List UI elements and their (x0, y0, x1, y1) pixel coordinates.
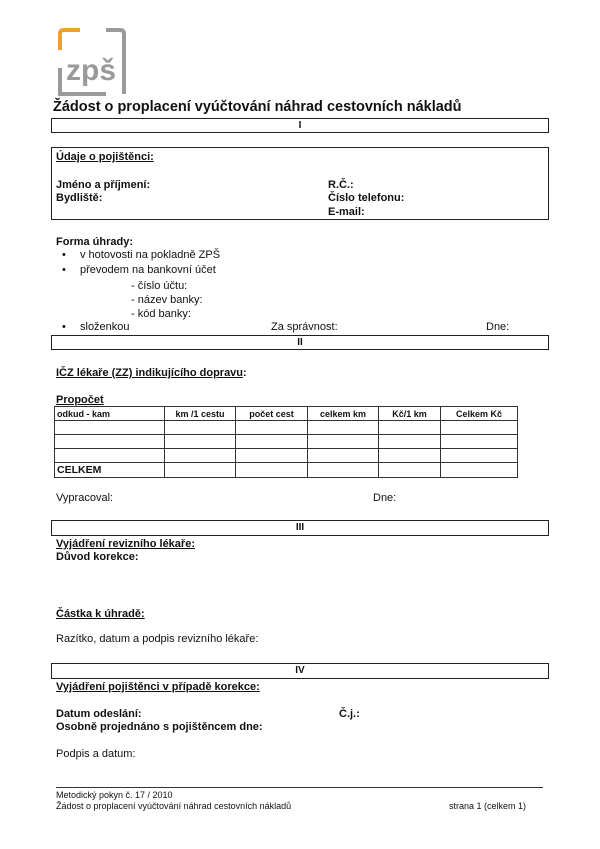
table-cell[interactable] (55, 421, 165, 435)
correction-reason-label: Důvod korekce: (56, 551, 139, 563)
table-cell[interactable] (441, 435, 518, 449)
table-cell[interactable] (308, 421, 379, 435)
name-label: Jméno a příjmení: (56, 179, 151, 191)
payment-heading: Forma úhrady: (56, 236, 134, 248)
section-bar-4: IV (51, 663, 549, 679)
table-cell[interactable] (441, 449, 518, 463)
table-row (55, 449, 518, 463)
footer-page-number: strana 1 (celkem 1) (449, 801, 527, 811)
discussed-date-label: Osobně projednáno s pojištěncem dne: (56, 721, 263, 733)
table-cell[interactable] (441, 421, 518, 435)
table-total-row (55, 463, 518, 478)
table-cell[interactable] (308, 449, 379, 463)
bank-name-field: - název banky: (131, 294, 203, 306)
insured-heading: Údaje o pojištěnci: (56, 151, 154, 163)
table-cell[interactable] (55, 449, 165, 463)
doctor-icz-label: IČZ lékaře (ZZ) indikujícího dopravu: (56, 367, 247, 379)
col-czk-per-km: Kč/1 km (379, 407, 441, 421)
table-cell[interactable] (165, 449, 236, 463)
payment-option-cash: • v hotovosti na pokladně ZPŠ (62, 249, 221, 261)
table-cell[interactable] (441, 463, 518, 478)
calc-heading: Propočet (56, 394, 104, 406)
table-cell[interactable] (55, 435, 165, 449)
table-row (55, 435, 518, 449)
phone-label: Číslo telefonu: (328, 192, 405, 204)
address-label: Bydliště: (56, 192, 103, 204)
col-total-czk: Celkem Kč (441, 407, 518, 421)
payment-option-bank: • převodem na bankovní účet (62, 263, 216, 276)
footer-doc-title: Žádost o proplacení vyúčtování náhrad cestovních nákladů (56, 801, 292, 811)
table-cell[interactable] (379, 421, 441, 435)
footer-guideline: Metodický pokyn č. 17 / 2010 (56, 790, 173, 800)
table-cell[interactable] (165, 435, 236, 449)
col-from-to: odkud - kam (55, 407, 165, 421)
total-label: CELKEM (55, 463, 165, 478)
table-cell[interactable] (236, 421, 308, 435)
col-total-km: celkem km (308, 407, 379, 421)
table-cell[interactable] (379, 435, 441, 449)
email-label: E-mail: (328, 206, 365, 218)
table-cell[interactable] (379, 449, 441, 463)
table-cell[interactable] (236, 435, 308, 449)
table-cell[interactable] (308, 435, 379, 449)
table-header-row (55, 407, 518, 421)
section-bar-1: I (51, 118, 549, 133)
bank-account-field: - číslo účtu: (131, 280, 188, 292)
payment-date-label: Dne: (486, 321, 510, 333)
rc-label: R.Č.: (328, 179, 354, 191)
table-cell[interactable] (236, 449, 308, 463)
payment-options (62, 248, 220, 277)
table-row (55, 421, 518, 435)
table-cell[interactable] (308, 463, 379, 478)
payment-option-postal: • složenkou (62, 321, 130, 333)
stamp-label: Razítko, datum a podpis revizního lékaře: (56, 633, 259, 645)
page-title: Žádost o proplacení vyúčtování náhrad cestovních nákladů (53, 99, 462, 115)
correctness-label: Za správnost: (271, 321, 338, 333)
insured-statement-heading: Vyjádření pojištěnci v případě korekce: (56, 681, 260, 693)
col-trip-count: počet cest (236, 407, 308, 421)
amount-label: Částka k úhradě: (56, 608, 145, 620)
sent-date-label: Datum odeslání: (56, 708, 142, 720)
table-cell[interactable] (379, 463, 441, 478)
col-km-per-trip: km /1 cestu (165, 407, 236, 421)
section-bar-3: III (51, 520, 549, 536)
reviewer-heading: Vyjádření revizního lékaře: (56, 538, 195, 550)
calculation-table (54, 406, 518, 478)
zps-logo (58, 28, 128, 98)
table-cell[interactable] (236, 463, 308, 478)
footer-divider (56, 787, 543, 788)
logo-text: zpš (66, 54, 117, 87)
section-bar-2: II (51, 335, 549, 350)
reference-number-label: Č.j.: (339, 708, 360, 720)
prepared-by-label: Vypracoval: (56, 492, 114, 504)
bank-code-field: - kód banky: (131, 308, 191, 320)
table-cell[interactable] (165, 421, 236, 435)
prepared-date-label: Dne: (373, 492, 397, 504)
table-cell[interactable] (165, 463, 236, 478)
signature-label: Podpis a datum: (56, 748, 136, 760)
